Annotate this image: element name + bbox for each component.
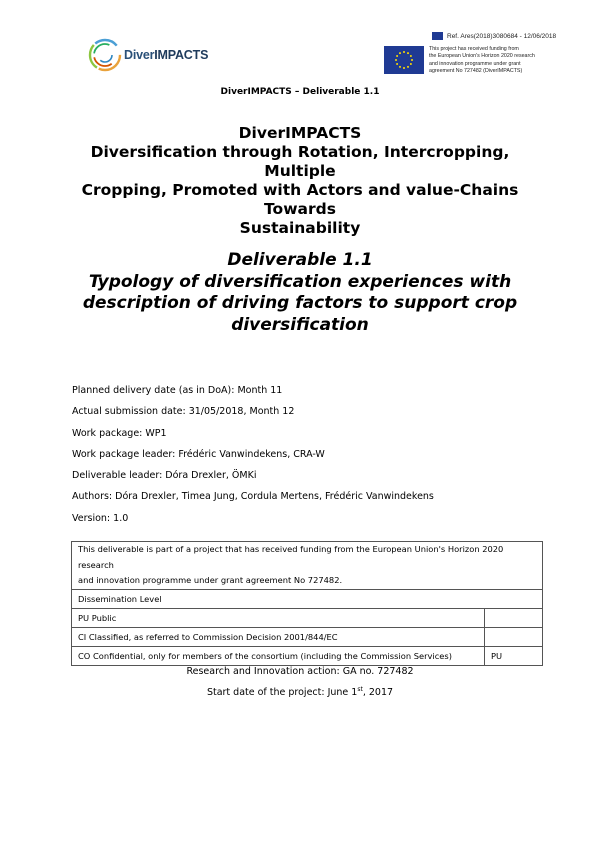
level-mark: PU bbox=[485, 646, 543, 665]
deliverable-metadata bbox=[72, 380, 434, 529]
level-label: CI Classified, as referred to Commission Decision 2001/844/EC bbox=[72, 627, 485, 646]
dissemination-table bbox=[71, 541, 543, 666]
work-package-leader: Work package leader: Frédéric Vanwindekens, CRA-W bbox=[72, 448, 325, 460]
table-row bbox=[72, 646, 543, 665]
table-row bbox=[72, 589, 543, 608]
funding-statement: This deliverable is part of a project that has received funding from the European Union's Horizon 2020 research and innovation programme under grant agreement No 727482. bbox=[72, 542, 543, 590]
level-mark bbox=[485, 608, 543, 627]
table-row bbox=[72, 627, 543, 646]
level-label: CO Confidential, only for members of the consortium (including the Commission Services) bbox=[72, 646, 485, 665]
level-label: PU Public bbox=[72, 608, 485, 627]
deliverable-title: Deliverable 1.1 Typology of diversification experiences with description of driving factors to support crop diversification bbox=[82, 250, 518, 335]
eu-flag-icon bbox=[384, 46, 424, 74]
diverimpacts-logo-icon bbox=[88, 38, 122, 72]
table-row bbox=[72, 608, 543, 627]
logo-wordmark: DiverIMPACTS bbox=[124, 48, 209, 62]
planned-delivery-date: Planned delivery date (as in DoA): Month 11 bbox=[72, 385, 283, 396]
level-mark bbox=[485, 627, 543, 646]
work-package: Work package: WP1 bbox=[72, 427, 167, 439]
dissemination-level-header: Dissemination Level bbox=[72, 589, 543, 608]
project-title: DiverIMPACTS Diversification through Rotation, Intercropping, Multiple Cropping, Promoted with Actors and value-Chains Towards Sustainability bbox=[81, 124, 519, 237]
reference-text: Ref. Ares(2018)3080684 - 12/06/2018 bbox=[447, 32, 557, 40]
reference-stamp bbox=[432, 32, 556, 40]
eu-funding-note: This project has received funding from the European Union's Horizon 2020 research and innovation programme under grant agreement No 727482 (DiverIMPACTS) bbox=[429, 46, 535, 75]
deliverable-leader: Deliverable leader: Dóra Drexler, ÖMKi bbox=[72, 470, 257, 482]
authors: Authors: Dóra Drexler, Timea Jung, Cordula Mertens, Frédéric Vanwindekens bbox=[72, 491, 434, 503]
diverimpacts-logo bbox=[88, 38, 208, 72]
table-row bbox=[72, 542, 543, 590]
start-date-line: Start date of the project: June 1st, 2017 bbox=[206, 686, 394, 699]
research-action-line: Research and Innovation action: GA no. 727482 bbox=[186, 666, 414, 677]
version: Version: 1.0 bbox=[72, 512, 129, 524]
actual-submission-date: Actual submission date: 31/05/2018, Month 12 bbox=[72, 406, 295, 418]
running-head: DiverIMPACTS – Deliverable 1.1 bbox=[220, 87, 380, 97]
eu-flag-mini-icon bbox=[432, 32, 443, 40]
